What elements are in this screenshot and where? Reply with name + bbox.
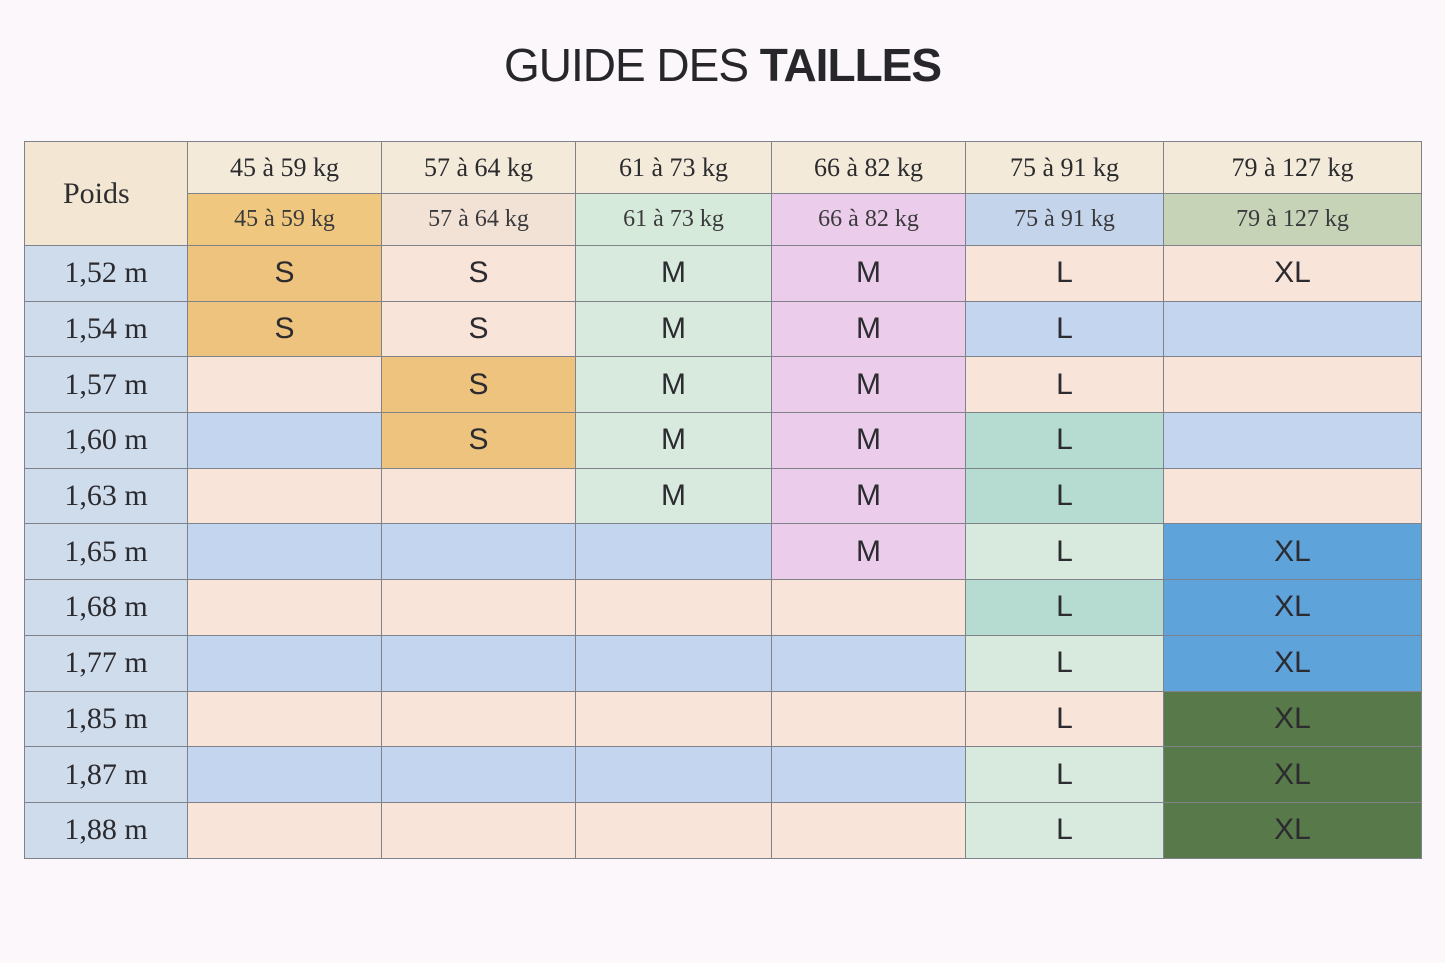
size-cell: L <box>966 580 1164 636</box>
size-cell <box>772 691 966 747</box>
size-cell: XL <box>1164 524 1422 580</box>
size-cell: L <box>966 246 1164 302</box>
size-cell <box>188 635 382 691</box>
size-cell: M <box>772 246 966 302</box>
size-cell: L <box>966 747 1164 803</box>
size-cell <box>772 635 966 691</box>
size-cell: M <box>772 301 966 357</box>
size-cell <box>188 802 382 858</box>
table-row <box>25 802 1422 858</box>
title-bold: TAILLES <box>759 39 942 91</box>
size-cell: M <box>772 357 966 413</box>
height-label: 1,57 m <box>25 357 188 413</box>
height-label: 1,63 m <box>25 468 188 524</box>
weight-range-subheader: 57 à 64 kg <box>382 194 576 246</box>
size-cell <box>188 524 382 580</box>
weight-range-header: 57 à 64 kg <box>382 142 576 194</box>
page-title <box>0 38 1445 92</box>
table-row <box>25 246 1422 302</box>
size-cell <box>772 747 966 803</box>
size-cell: XL <box>1164 635 1422 691</box>
size-cell <box>188 357 382 413</box>
weight-range-subheader: 61 à 73 kg <box>576 194 772 246</box>
size-cell <box>188 580 382 636</box>
height-label: 1,52 m <box>25 246 188 302</box>
table-row <box>25 580 1422 636</box>
size-cell: L <box>966 524 1164 580</box>
title-light: GUIDE DES <box>503 39 760 91</box>
header-row-weights-sub <box>25 194 1422 246</box>
size-cell <box>188 691 382 747</box>
size-cell: L <box>966 691 1164 747</box>
table-row <box>25 524 1422 580</box>
size-cell <box>382 635 576 691</box>
size-cell <box>382 747 576 803</box>
weight-range-subheader: 79 à 127 kg <box>1164 194 1422 246</box>
table-row <box>25 413 1422 469</box>
size-cell: M <box>576 413 772 469</box>
size-cell: S <box>382 301 576 357</box>
size-cell: L <box>966 802 1164 858</box>
size-cell: XL <box>1164 246 1422 302</box>
size-cell: XL <box>1164 802 1422 858</box>
weight-range-subheader: 45 à 59 kg <box>188 194 382 246</box>
size-cell: XL <box>1164 580 1422 636</box>
size-cell: M <box>772 468 966 524</box>
size-cell <box>1164 468 1422 524</box>
weight-range-header: 75 à 91 kg <box>966 142 1164 194</box>
size-cell: XL <box>1164 691 1422 747</box>
size-cell: M <box>772 413 966 469</box>
size-cell <box>382 691 576 747</box>
size-cell: S <box>382 357 576 413</box>
weight-range-subheader: 66 à 82 kg <box>772 194 966 246</box>
weight-range-header: 79 à 127 kg <box>1164 142 1422 194</box>
height-label: 1,60 m <box>25 413 188 469</box>
size-cell <box>1164 357 1422 413</box>
size-cell <box>576 524 772 580</box>
weight-range-header: 66 à 82 kg <box>772 142 966 194</box>
size-cell: M <box>576 246 772 302</box>
weight-range-header: 61 à 73 kg <box>576 142 772 194</box>
size-cell: S <box>382 246 576 302</box>
table-row <box>25 747 1422 803</box>
size-cell <box>576 802 772 858</box>
size-cell: M <box>576 357 772 413</box>
weight-range-subheader: 75 à 91 kg <box>966 194 1164 246</box>
size-cell <box>1164 413 1422 469</box>
height-label: 1,68 m <box>25 580 188 636</box>
table-row <box>25 635 1422 691</box>
corner-label: Poids <box>25 142 188 246</box>
height-label: 1,77 m <box>25 635 188 691</box>
size-cell: L <box>966 413 1164 469</box>
size-cell: L <box>966 635 1164 691</box>
size-cell: S <box>188 246 382 302</box>
size-cell: L <box>966 301 1164 357</box>
size-cell: S <box>382 413 576 469</box>
table-row <box>25 468 1422 524</box>
size-cell: M <box>576 301 772 357</box>
size-cell: M <box>772 524 966 580</box>
size-cell: M <box>576 468 772 524</box>
size-cell <box>382 802 576 858</box>
size-cell <box>382 524 576 580</box>
size-cell <box>576 747 772 803</box>
size-cell <box>772 580 966 636</box>
height-label: 1,88 m <box>25 802 188 858</box>
size-cell: L <box>966 468 1164 524</box>
height-label: 1,54 m <box>25 301 188 357</box>
size-cell <box>576 691 772 747</box>
size-cell: L <box>966 357 1164 413</box>
size-cell <box>188 468 382 524</box>
size-cell <box>772 802 966 858</box>
height-label: 1,85 m <box>25 691 188 747</box>
size-cell <box>576 635 772 691</box>
table-row <box>25 357 1422 413</box>
size-cell <box>382 468 576 524</box>
header-row-weights <box>25 142 1422 194</box>
size-cell <box>1164 301 1422 357</box>
table-row <box>25 301 1422 357</box>
table-row <box>25 691 1422 747</box>
size-cell: XL <box>1164 747 1422 803</box>
height-label: 1,65 m <box>25 524 188 580</box>
size-cell <box>188 413 382 469</box>
size-cell: S <box>188 301 382 357</box>
size-cell <box>382 580 576 636</box>
weight-range-header: 45 à 59 kg <box>188 142 382 194</box>
size-guide-table <box>24 141 1422 859</box>
height-label: 1,87 m <box>25 747 188 803</box>
size-cell <box>188 747 382 803</box>
size-cell <box>576 580 772 636</box>
